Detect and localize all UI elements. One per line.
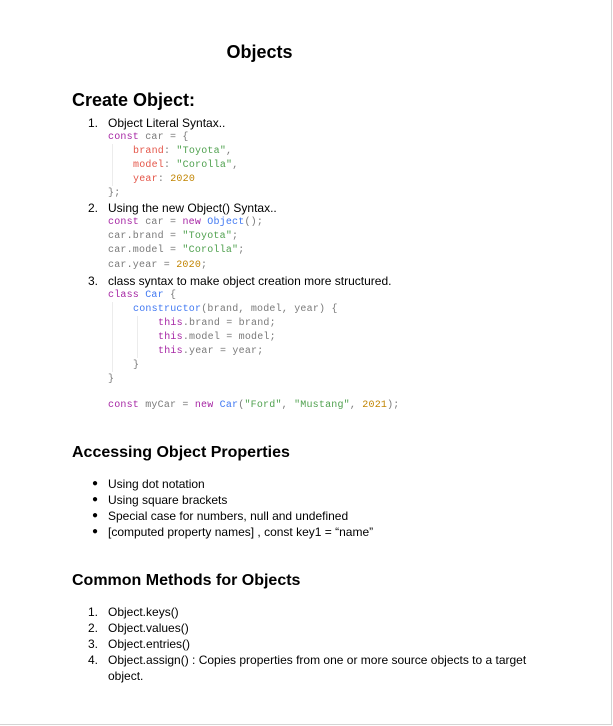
list-item-object-literal: Object Literal Syntax..	[108, 116, 226, 130]
code-token: new	[194, 400, 220, 411]
code-line	[108, 244, 244, 257]
code-indent-guide	[112, 302, 113, 372]
list-number: 2.	[88, 201, 99, 215]
code-line	[133, 303, 338, 316]
code-token: this	[158, 346, 183, 357]
list-item-object-keys: Object.keys()	[108, 605, 179, 619]
code-token: ,	[349, 400, 363, 411]
code-token: ,	[232, 160, 239, 171]
code-token: :	[157, 174, 171, 185]
bullet: ●	[92, 526, 99, 537]
code-token: const	[108, 132, 146, 143]
code-line	[133, 359, 139, 372]
code-token: this	[158, 318, 183, 329]
code-token: model	[133, 160, 165, 171]
code-indent-guide	[112, 144, 113, 186]
code-token: "Mustang"	[294, 400, 350, 411]
list-item-object-entries: Object.entries()	[108, 637, 191, 651]
heading-common-methods: Common Methods for Objects	[72, 572, 301, 589]
code-token: ,	[281, 400, 295, 411]
list-number: 4.	[88, 653, 99, 667]
code-token: Car	[219, 400, 239, 411]
list-number: 1.	[88, 605, 99, 619]
bullet-item-square-brackets: Using square brackets	[108, 493, 228, 507]
code-line	[158, 317, 276, 330]
code-line	[133, 159, 238, 172]
code-token: .model = model;	[182, 332, 276, 343]
code-token: ();	[244, 217, 264, 228]
code-token: "Corolla"	[176, 160, 233, 171]
code-indent-guide	[137, 316, 138, 358]
code-token: car = {	[145, 132, 189, 143]
code-token: 2020	[176, 260, 202, 271]
code-token: }	[108, 374, 115, 385]
list-number: 1.	[88, 116, 99, 130]
code-token: :	[164, 160, 177, 171]
code-token: }	[133, 360, 140, 371]
code-line	[108, 216, 263, 229]
code-line	[108, 187, 120, 200]
code-line	[158, 345, 263, 358]
code-token: brand	[133, 146, 165, 157]
bullet: ●	[92, 510, 99, 521]
code-line	[108, 289, 176, 302]
bullet-item-special-case: Special case for numbers, null and undefined	[108, 509, 349, 523]
code-token: car.brand =	[108, 231, 183, 242]
code-token: "Corolla"	[182, 245, 239, 256]
code-token: new	[182, 217, 208, 228]
code-token: constructor	[133, 304, 202, 315]
code-line	[158, 331, 276, 344]
list-item-object-assign-cont: object.	[108, 669, 144, 683]
code-token: (brand, model, year) {	[201, 304, 338, 315]
list-item-object-values: Object.values()	[108, 621, 189, 635]
code-token: ,	[226, 146, 233, 157]
code-token: "Toyota"	[176, 146, 227, 157]
code-line	[133, 145, 232, 158]
code-line	[108, 230, 238, 243]
code-token: 2021	[362, 400, 388, 411]
code-token: .year = year;	[182, 346, 264, 357]
list-item-object-assign: Object.assign() : Copies properties from one or more source objects to a target	[108, 653, 527, 667]
code-token: myCar =	[145, 400, 195, 411]
code-token: ;	[232, 231, 239, 242]
code-token: (	[238, 400, 245, 411]
code-token: );	[387, 400, 400, 411]
code-token: car.model =	[108, 245, 183, 256]
bullet-item-dot-notation: Using dot notation	[108, 477, 205, 491]
list-item-new-object: Using the new Object() Syntax..	[108, 201, 277, 215]
code-token: car =	[145, 217, 183, 228]
code-line	[108, 131, 189, 144]
bullet: ●	[92, 494, 99, 505]
list-number: 3.	[88, 274, 99, 288]
code-line	[133, 173, 195, 186]
code-token: ;	[238, 245, 245, 256]
code-token: Car	[145, 290, 171, 301]
code-token: .brand = brand;	[182, 318, 276, 329]
list-number: 3.	[88, 637, 99, 651]
code-line	[108, 259, 207, 272]
bullet-item-computed-names: [computed property names] , const key1 = “name”	[108, 525, 374, 539]
code-token: const	[108, 217, 146, 228]
code-token: Object	[207, 217, 245, 228]
code-token: ;	[201, 260, 208, 271]
code-token: car.year =	[108, 260, 177, 271]
code-token: this	[158, 332, 183, 343]
code-token: "Toyota"	[182, 231, 233, 242]
code-token: "Ford"	[244, 400, 282, 411]
code-token: year	[133, 174, 158, 185]
heading-accessing-properties: Accessing Object Properties	[72, 444, 290, 461]
list-item-class-syntax: class syntax to make object creation more structured.	[108, 274, 392, 288]
code-token: {	[170, 290, 177, 301]
code-line	[108, 373, 114, 386]
page-title: Objects	[226, 42, 293, 62]
code-token: };	[108, 188, 121, 199]
list-number: 2.	[88, 621, 99, 635]
code-token: 2020	[170, 174, 196, 185]
code-token: class	[108, 290, 146, 301]
heading-create-object: Create Object:	[72, 90, 196, 110]
bullet: ●	[92, 478, 99, 489]
code-token: const	[108, 400, 146, 411]
code-line	[108, 399, 400, 412]
code-token: :	[164, 146, 177, 157]
